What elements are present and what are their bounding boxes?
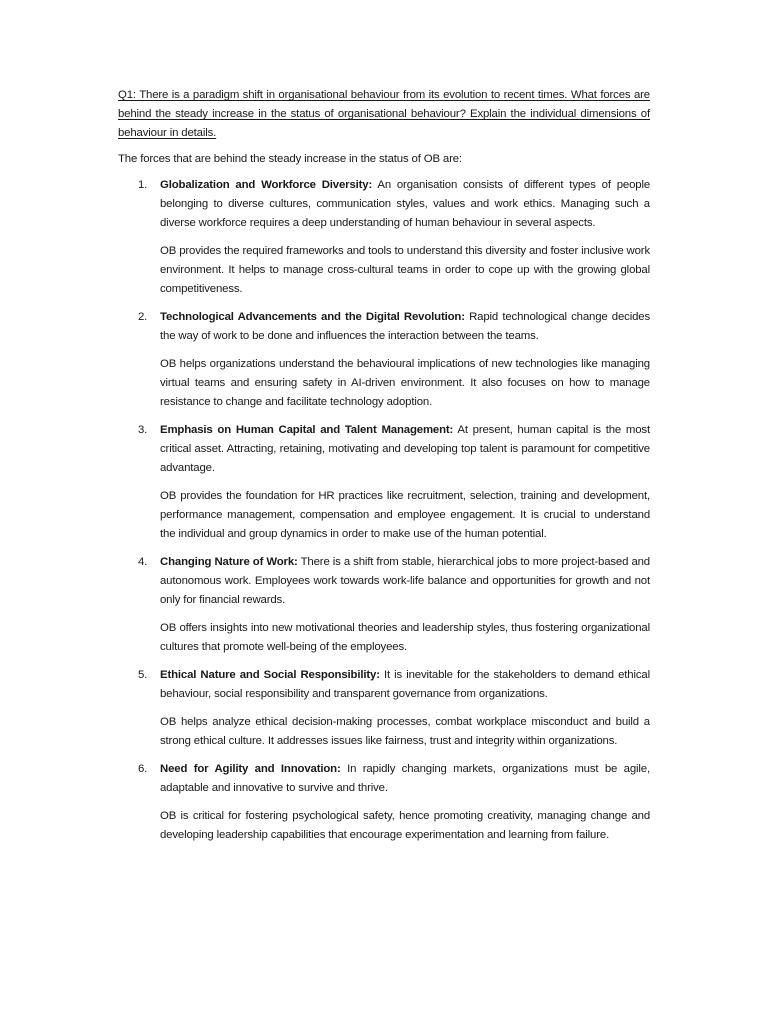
- list-item-paragraph: [160, 553, 650, 610]
- list-item-text: There is a shift from stable, hierarchical jobs to more project-based and autonomous work. Employees work towards work-life balance and opportunities for growth and not only for financial rewards.: [160, 556, 650, 606]
- list-item-heading: Technological Advancements and the Digital Revolution:: [160, 311, 465, 323]
- forces-list: [118, 176, 650, 845]
- list-item-heading: Ethical Nature and Social Responsibility:: [160, 669, 380, 681]
- list-item: [118, 553, 650, 657]
- list-item: [118, 421, 650, 544]
- list-item-paragraph: [160, 308, 650, 346]
- list-item-detail: OB helps analyze ethical decision-making processes, combat workplace misconduct and build a strong ethical culture. It addresses issues like fairness, trust and integrity within organizations.: [160, 716, 650, 747]
- question-heading: Q1: There is a paradigm shift in organisational behaviour from its evolution to recent times. What forces are behind the steady increase in the status of organisational behaviour? Explain the individual dimensions of behaviour in details.: [118, 89, 650, 139]
- list-item-number: 2.: [138, 311, 148, 323]
- list-item-paragraph: [160, 666, 650, 704]
- list-item-detail: OB provides the foundation for HR practices like recruitment, selection, training and development, performance management, compensation and employee engagement. It is crucial to understand the individual and group dynamics in order to make use of the human potential.: [160, 490, 650, 540]
- list-item-detail: OB is critical for fostering psychological safety, hence promoting creativity, managing change and developing leadership capabilities that encourage experimentation and learning from failure.: [160, 810, 650, 841]
- document-body: [118, 86, 650, 854]
- list-item-number: 1.: [138, 179, 148, 191]
- list-item-number: 3.: [138, 424, 148, 436]
- list-item-heading: Changing Nature of Work:: [160, 556, 298, 568]
- list-item-number: 6.: [138, 763, 148, 775]
- list-item-text: In rapidly changing markets, organizations must be agile, adaptable and innovative to survive and thrive.: [160, 763, 651, 794]
- list-item-heading: Need for Agility and Innovation:: [160, 763, 341, 775]
- list-item: [118, 176, 650, 299]
- list-item: [118, 666, 650, 751]
- list-item: [118, 308, 650, 412]
- list-item-text: An organisation consists of different types of people belonging to diverse cultures, communication styles, values and work ethics. Managing such a diverse workforce requires a deep understanding of human behaviour in several aspects.: [160, 179, 651, 229]
- list-item: [118, 760, 650, 845]
- list-item-detail: OB helps organizations understand the behavioural implications of new technologies like managing virtual teams and ensuring safety in AI-driven environment. It also focuses on how to manage resistance to change and facilitate technology adoption.: [160, 358, 650, 408]
- list-item-heading: Emphasis on Human Capital and Talent Management:: [160, 424, 454, 436]
- list-item-paragraph: [160, 760, 650, 798]
- list-item-detail: OB provides the required frameworks and tools to understand this diversity and foster inclusive work environment. It helps to manage cross-cultural teams in order to cope up with the growing global competitiveness.: [160, 245, 650, 295]
- list-item-text: At present, human capital is the most critical asset. Attracting, retaining, motivating and developing top talent is paramount for competitive advantage.: [160, 424, 650, 474]
- list-item-text: Rapid technological change decides the way of work to be done and influences the interaction between the teams.: [160, 311, 651, 342]
- list-item-text: It is inevitable for the stakeholders to demand ethical behaviour, social responsibility and transparent governance from organizations.: [160, 669, 650, 700]
- intro-paragraph: The forces that are behind the steady increase in the status of OB are:: [118, 153, 462, 165]
- list-item-paragraph: [160, 176, 650, 233]
- list-item-detail: OB offers insights into new motivational theories and leadership styles, thus fostering organizational cultures that promote well-being of the employees.: [160, 622, 650, 653]
- list-item-heading: Globalization and Workforce Diversity:: [160, 179, 373, 191]
- list-item-number: 4.: [138, 556, 148, 568]
- list-item-number: 5.: [138, 669, 148, 681]
- list-item-paragraph: [160, 421, 650, 478]
